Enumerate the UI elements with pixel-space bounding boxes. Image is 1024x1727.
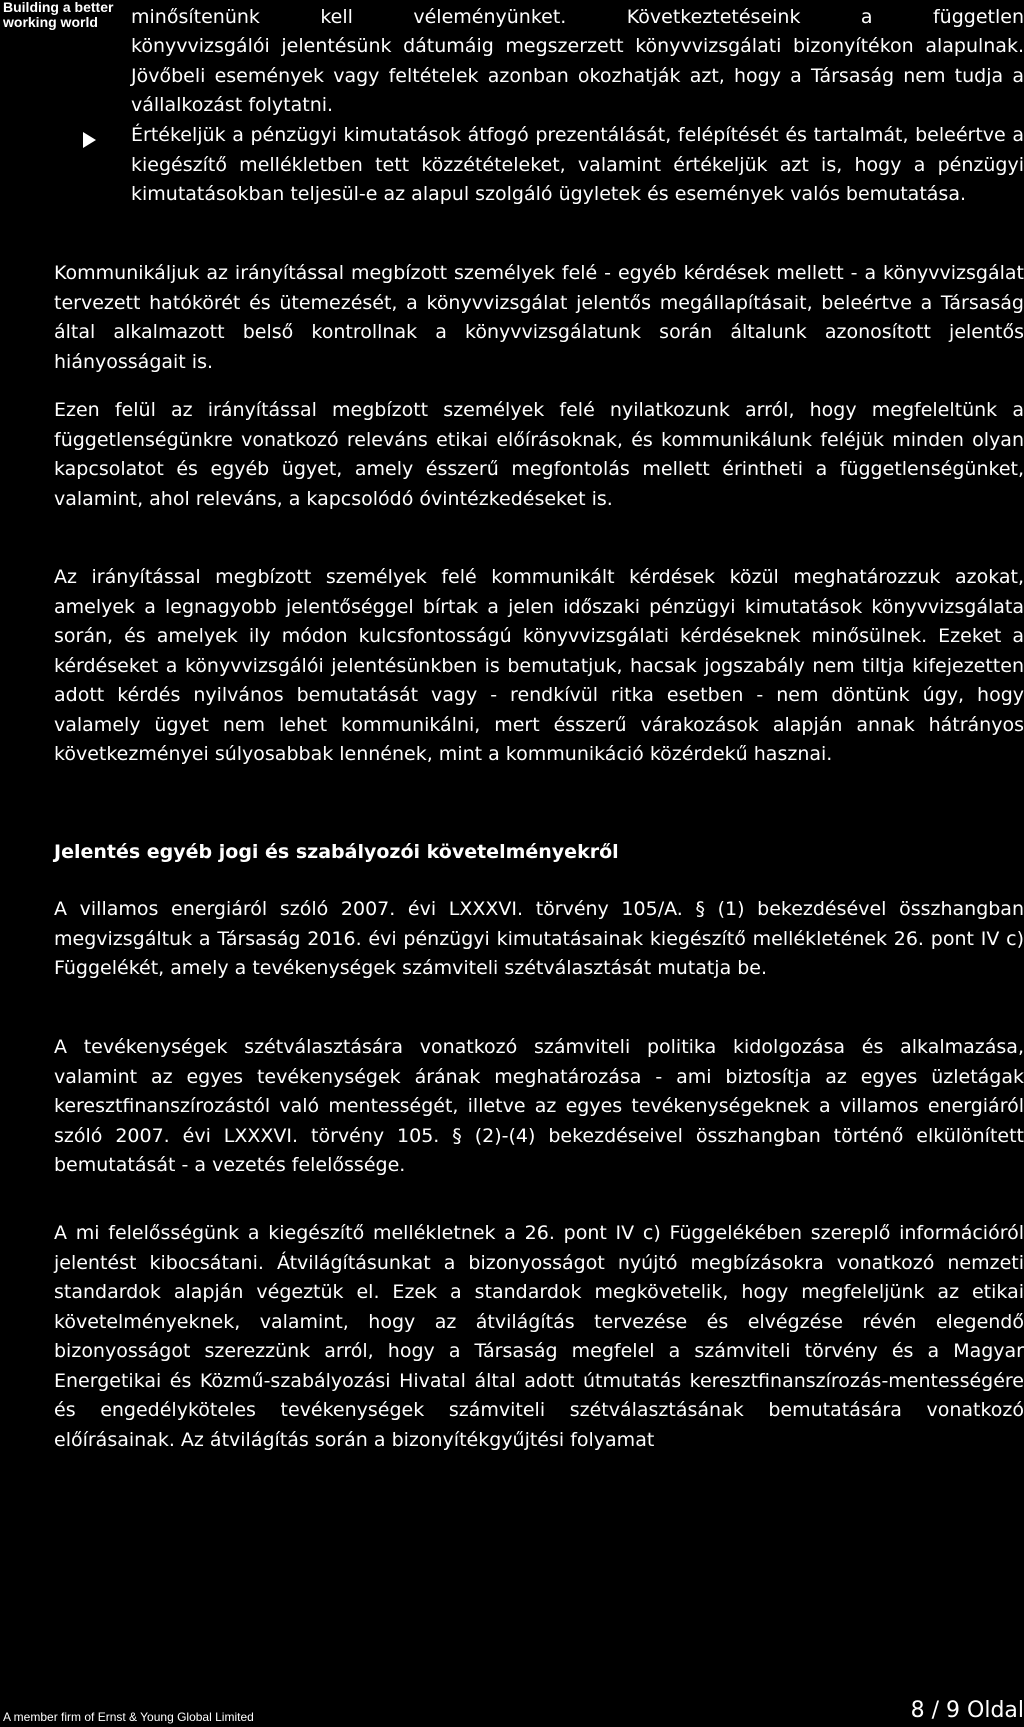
paragraph-communication bbox=[54, 259, 1024, 377]
page-number: 8 / 9 Oldal bbox=[910, 1698, 1024, 1723]
paragraph-text: Kommunikáljuk az irányítással megbízott személyek felé - egyéb kérdések mellett - a könyvvizsgálat tervezett hatókörét és ütemezését, a könyvvizsgálat jelentős megállapításait, beleértve a Társaság által alkalmazott belső kontrollnak a könyvvizsgálatunk során általunk azonosított jelentős hiányosságait is. bbox=[54, 262, 1024, 373]
section-paragraph-1 bbox=[54, 895, 1024, 984]
footer-member-text: A member firm of Ernst & Young Global Limited bbox=[3, 1710, 254, 1724]
top-paragraph-rest: könyvvizsgálói jelentésünk dátumáig megszerzett könyvvizsgálati bizonyítékon alapulnak. Jövőbeli események vagy feltételek azonban okozhatják azt, hogy a Társaság nem tudja a vállalkozást folytatni. bbox=[131, 35, 1024, 116]
brand-logo-text bbox=[3, 0, 113, 30]
top-paragraph-first-line: minősítenünk kell véleményünket. Következtetéseink a független bbox=[131, 6, 1024, 28]
paragraph-text: A mi felelősségünk a kiegészítő mellékletnek a 26. pont IV c) Függelékében szereplő információról jelentést kibocsátani. Átvilágításunkat a bizonyosságot nyújtó megbízásokra vonatkozó nemzeti standardok alapján végeztük el. Ezek a standardok megkövetelik, hogy megfeleljünk az etikai követelményeknek, valamint, hogy az átvilágítás tervezése és elvégzése révén elegendő bizonyosságot szerezzünk arról, hogy a Társaság megfelel a számviteli törvény és a Magyar Energetikai és Közmű-szabályozási Hivatal által adott útmutatás keresztfinanszírozás-mentességére és engedélyköteles tevékenységek számviteli szétválasztásának bemutatására vonatkozó előírásainak. Az átvilágítás során a bizonyítékgyűjtési folyamat bbox=[54, 1222, 1024, 1451]
paragraph-key-audit-matters bbox=[54, 563, 1024, 770]
paragraph-text: Az irányítással megbízott személyek felé kommunikált kérdések közül meghatározzuk azokat, amelyek a legnagyobb jelentőséggel bírtak a jelen időszaki pénzügyi kimutatások könyvvizsgálata során, és amelyek ily módon kulcsfontosságú könyvvizsgálati kérdéseknek minősülnek. Ezeket a kérdéseket a könyvvizsgálói jelentésünkben is bemutatjuk, hacsak jogszabály nem tiltja kifejezetten adott kérdés nyilvános bemutatását vagy - rendkívül ritka esetben - nem döntünk úgy, hogy valamely ügyet nem lehet kommunikálni, mert ésszerű várakozások alapján annak hátrányos következményei súlyosabbak lennének, mint a kommunikáció közérdekű hasznai. bbox=[54, 566, 1024, 765]
top-paragraph bbox=[131, 32, 1024, 121]
paragraph-text: A tevékenységek szétválasztására vonatkozó számviteli politika kidolgozása és alkalmazása, valamint az egyes tevékenységek árának meghatározása - ami biztosítja az egyes üzletágak keresztfinanszírozástól való mentességét, illetve az egyes tevékenységeknek a villamos energiáról szóló 2007. évi LXXXVI. törvény 105. § (2)-(4) bekezdéseivel összhangban történő elkülönített bemutatását - a vezetés felelőssége. bbox=[54, 1036, 1024, 1176]
section-paragraph-3 bbox=[54, 1219, 1024, 1455]
section-paragraph-2 bbox=[54, 1033, 1024, 1181]
bullet-item-text: Értékeljük a pénzügyi kimutatások átfogó prezentálását, felépítését és tartalmát, beleértve a kiegészítő mellékletben tett közzétételeket, valamint értékeljük azt is, hogy a pénzügyi kimutatásokban teljesül-e az alapul szolgáló ügyletek és események valós bemutatása. bbox=[131, 124, 1024, 205]
bullet-arrow-icon bbox=[83, 132, 96, 148]
paragraph-text: Ezen felül az irányítással megbízott személyek felé nyilatkozunk arról, hogy megfeleltünk a függetlenségünkre vonatkozó releváns etikai előírásoknak, és kommunikálunk feléjük minden olyan kapcsolatot és egyéb ügyet, amely ésszerű megfontolás mellett érintheti a függetlenségünket, valamint, ahol releváns, a kapcsolódó óvintézkedéseket is. bbox=[54, 399, 1024, 510]
brand-line-1: Building a better bbox=[3, 0, 114, 15]
bullet-item bbox=[131, 121, 1024, 210]
paragraph-text: A villamos energiáról szóló 2007. évi LXXXVI. törvény 105/A. § (1) bekezdésével összhangban megvizsgáltuk a Társaság 2016. évi pénzügyi kimutatásainak kiegészítő mellékletének 26. pont IV c) Függelékét, amely a tevékenységek számviteli szétválasztását mutatja be. bbox=[54, 898, 1024, 979]
paragraph-independence bbox=[54, 396, 1024, 514]
brand-line-2: working world bbox=[3, 14, 98, 30]
section-heading: Jelentés egyéb jogi és szabályozói követelményekről bbox=[54, 841, 619, 863]
